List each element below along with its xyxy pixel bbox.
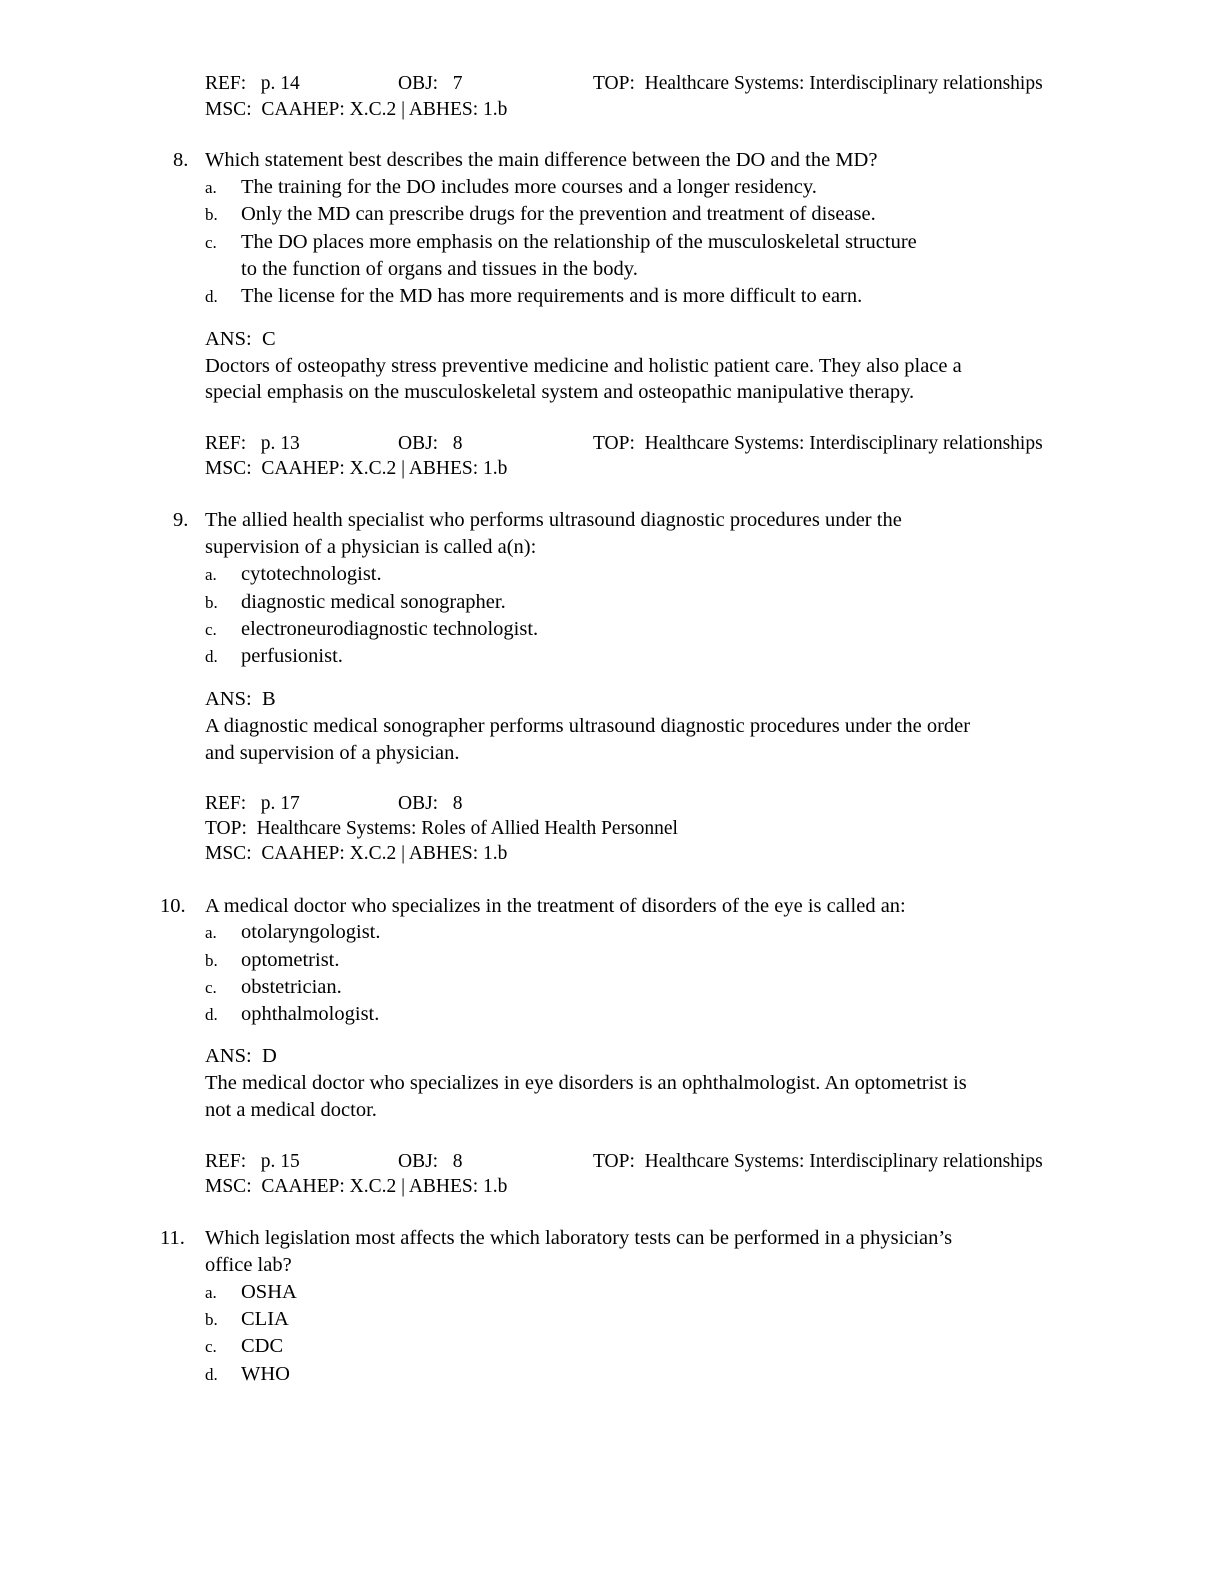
question-stem: The allied health specialist who performs ultrasound diagnostic procedures under the — [205, 509, 902, 531]
msc-label: MSC: CAAHEP: X.C.2 | ABHES: 1.b — [205, 99, 508, 120]
option-text: obstetrician. — [241, 976, 342, 998]
rationale-text: Doctors of osteopathy stress preventive medicine and holistic patient care. They also place a — [205, 355, 962, 377]
option-text: otolaryngologist. — [241, 921, 381, 943]
option-text: cytotechnologist. — [241, 563, 382, 585]
option-letter: b. — [205, 205, 218, 224]
topic-label: TOP: Healthcare Systems: Interdisciplinary relationships — [593, 433, 1043, 454]
ref-label: REF: p. 13 — [205, 433, 300, 454]
option-letter: c. — [205, 620, 217, 639]
topic-label: TOP: Healthcare Systems: Interdisciplinary relationships — [593, 73, 1043, 94]
rationale-text: A diagnostic medical sonographer performs ultrasound diagnostic procedures under the order — [205, 715, 971, 737]
answer-label: ANS: B — [205, 688, 276, 710]
option-text: OSHA — [241, 1281, 297, 1303]
option-letter: a. — [205, 1283, 217, 1302]
msc-label: MSC: CAAHEP: X.C.2 | ABHES: 1.b — [205, 1176, 508, 1197]
option-letter: b. — [205, 1310, 218, 1329]
rationale-text: and supervision of a physician. — [205, 742, 460, 764]
obj-label: OBJ: 8 — [398, 433, 463, 454]
option-letter: b. — [205, 593, 218, 612]
question-stem-continued: supervision of a physician is called a(n): — [205, 536, 537, 558]
obj-label: OBJ: 7 — [398, 73, 463, 94]
rationale-text: The medical doctor who specializes in eye disorders is an ophthalmologist. An optometrist is — [205, 1072, 967, 1094]
option-text: ophthalmologist. — [241, 1003, 380, 1025]
answer-label: ANS: C — [205, 328, 276, 350]
option-text: CDC — [241, 1335, 284, 1357]
ref-label: REF: p. 14 — [205, 73, 300, 94]
option-letter: a. — [205, 565, 217, 584]
option-text: The license for the MD has more requirements and is more difficult to earn. — [241, 285, 863, 307]
question-stem-continued: office lab? — [205, 1254, 292, 1276]
answer-label: ANS: D — [205, 1045, 277, 1067]
option-letter: a. — [205, 178, 217, 197]
option-letter: d. — [205, 1005, 218, 1024]
question-number: 11. — [160, 1227, 185, 1249]
option-letter: d. — [205, 287, 218, 306]
option-text: electroneurodiagnostic technologist. — [241, 618, 539, 640]
ref-label: REF: p. 17 — [205, 793, 300, 814]
option-letter: c. — [205, 233, 217, 252]
question-stem: Which statement best describes the main difference between the DO and the MD? — [205, 149, 878, 171]
rationale-text: not a medical doctor. — [205, 1099, 377, 1121]
question-number: 8. — [173, 149, 189, 171]
topic-label: TOP: Healthcare Systems: Roles of Allied Health Personnel — [205, 818, 678, 839]
option-letter: a. — [205, 923, 217, 942]
option-text: CLIA — [241, 1308, 289, 1330]
obj-label: OBJ: 8 — [398, 793, 463, 814]
question-stem: A medical doctor who specializes in the treatment of disorders of the eye is called an: — [205, 895, 906, 917]
topic-label: TOP: Healthcare Systems: Interdisciplinary relationships — [593, 1151, 1043, 1172]
rationale-text: special emphasis on the musculoskeletal system and osteopathic manipulative therapy. — [205, 381, 915, 403]
msc-label: MSC: CAAHEP: X.C.2 | ABHES: 1.b — [205, 843, 508, 864]
msc-label: MSC: CAAHEP: X.C.2 | ABHES: 1.b — [205, 458, 508, 479]
obj-label: OBJ: 8 — [398, 1151, 463, 1172]
option-letter: d. — [205, 647, 218, 666]
option-letter: c. — [205, 978, 217, 997]
question-number: 9. — [173, 509, 189, 531]
ref-label: REF: p. 15 — [205, 1151, 300, 1172]
option-text: Only the MD can prescribe drugs for the prevention and treatment of disease. — [241, 203, 876, 225]
option-text: The training for the DO includes more courses and a longer residency. — [241, 176, 817, 198]
option-text: diagnostic medical sonographer. — [241, 591, 506, 613]
option-text: The DO places more emphasis on the relationship of the musculoskeletal structure — [241, 231, 917, 253]
option-letter: c. — [205, 1337, 217, 1356]
option-text: WHO — [241, 1363, 290, 1385]
option-letter: b. — [205, 951, 218, 970]
question-stem: Which legislation most affects the which laboratory tests can be performed in a physician’s — [205, 1227, 953, 1249]
option-text: optometrist. — [241, 949, 340, 971]
option-letter: d. — [205, 1365, 218, 1384]
option-text-continued: to the function of organs and tissues in the body. — [241, 258, 638, 280]
option-text: perfusionist. — [241, 645, 343, 667]
question-number: 10. — [160, 895, 186, 917]
